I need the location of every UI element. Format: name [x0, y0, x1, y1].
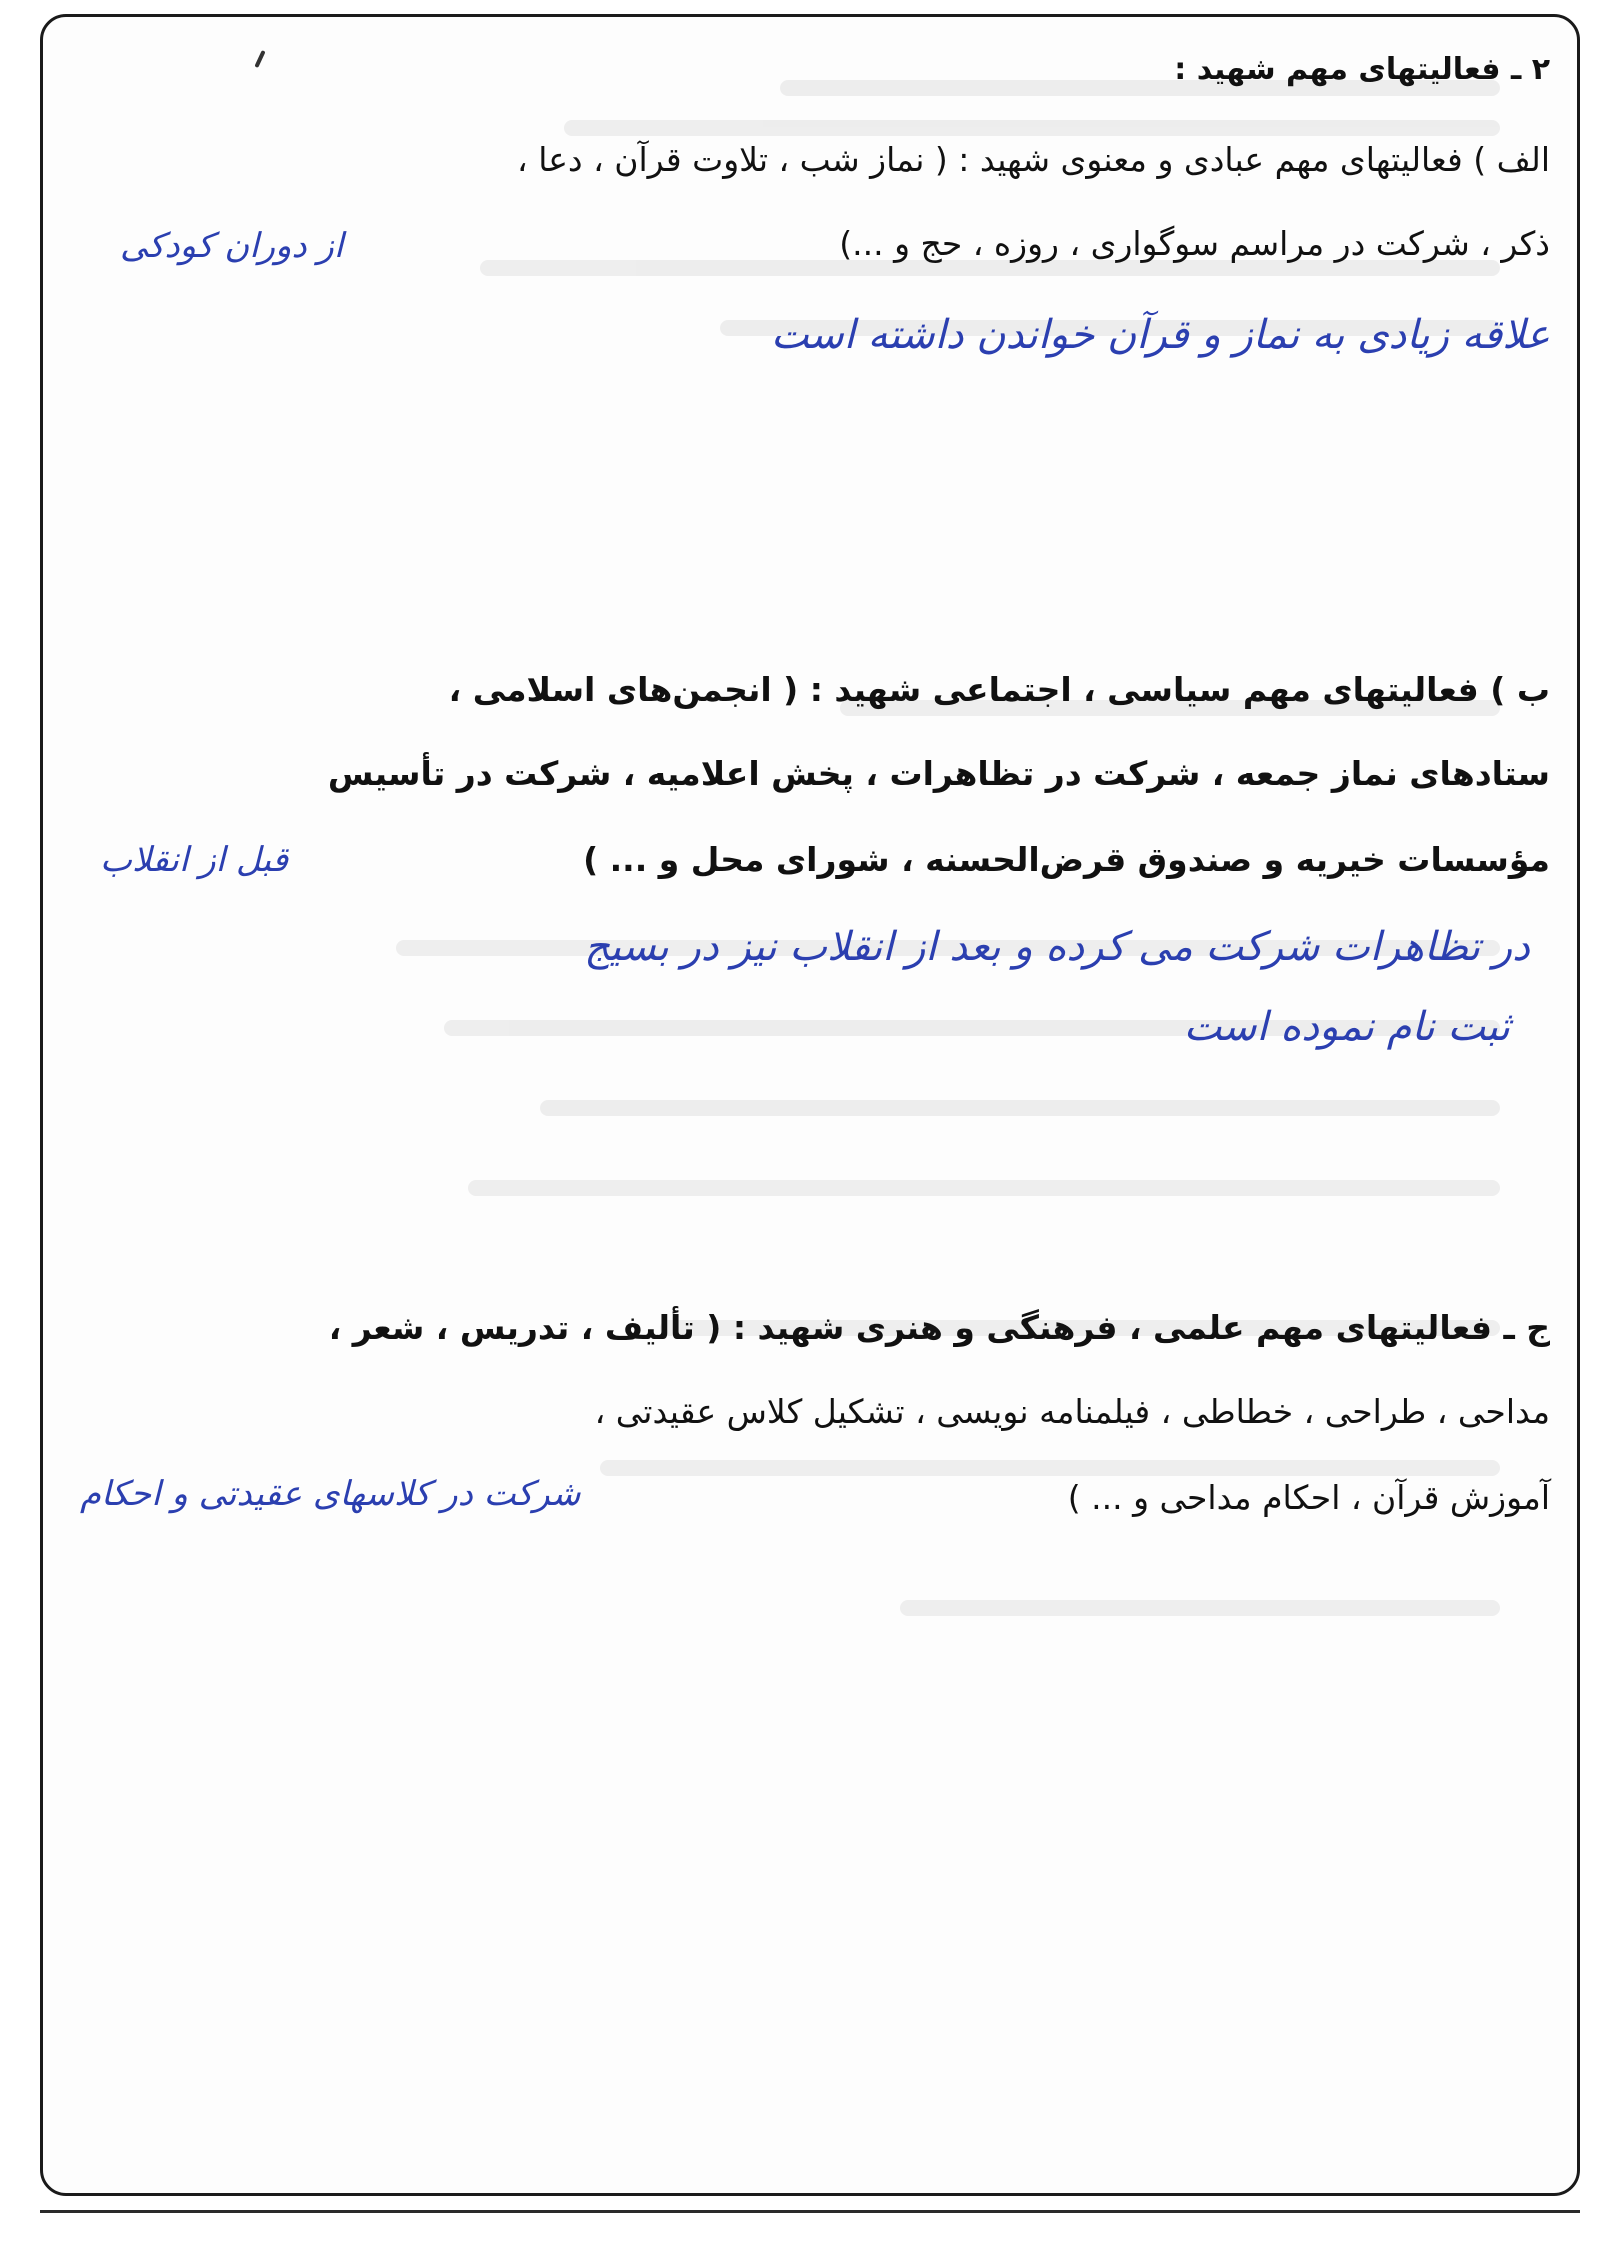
- section-a-line-1: الف ) فعالیتهای مهم عبادی و معنوی شهید : ( نماز شب ، تلاوت قرآن ، دعا ،: [517, 140, 1550, 179]
- section-c-line-3: آموزش قرآن ، احکام مداحی و ... ): [1067, 1478, 1550, 1517]
- section-c-line-2: مداحی ، طراحی ، خطاطی ، فیلمنامه نویسی ، تشکیل کلاس عقیدتی ،: [594, 1392, 1550, 1431]
- section-b-line-3: مؤسسات خیریه و صندوق قرض‌الحسنه ، شورای محل و ... ): [583, 840, 1550, 879]
- section-a-line-2: ذکر ، شرکت در مراسم سوگواری ، روزه ، حج و ...): [839, 224, 1550, 263]
- section-b-handwritten-answer-3: ثبت نام نموده است: [1183, 1004, 1510, 1050]
- section-a-handwritten-answer-1: از دوران کودکی: [120, 226, 344, 266]
- section-heading: ۲ ـ فعالیتهای مهم شهید :: [1174, 52, 1550, 87]
- section-b-handwritten-answer-1: قبل از انقلاب: [100, 840, 289, 880]
- bottom-rule: [40, 2210, 1580, 2213]
- section-a-handwritten-answer-2: علاقه زیادی به نماز و قرآن خواندن داشته است: [771, 312, 1550, 358]
- section-b-line-2: ستادهای نماز جمعه ، شرکت در تظاهرات ، پخش اعلامیه ، شرکت در تأسیس: [327, 754, 1550, 793]
- section-c-line-1: ج ـ فعالیتهای مهم علمی ، فرهنگی و هنری شهید : ( تألیف ، تدریس ، شعر ،: [328, 1308, 1550, 1347]
- section-b-handwritten-answer-2: در تظاهرات شرکت می کرده و بعد از انقلاب نیز در بسیج: [584, 924, 1530, 970]
- section-c-handwritten-answer-1: شرکت در کلاسهای عقیدتی و احکام: [80, 1474, 581, 1514]
- section-b-line-1: ب ) فعالیتهای مهم سیاسی ، اجتماعی شهید : ( انجمن‌های اسلامی ،: [448, 670, 1550, 709]
